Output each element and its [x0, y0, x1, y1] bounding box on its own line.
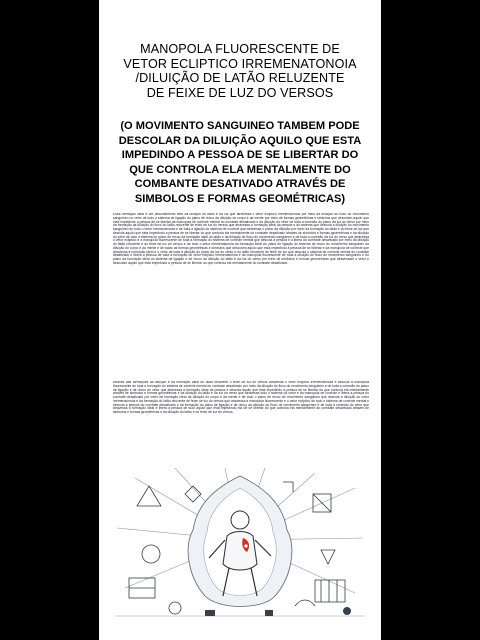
- document-title: [105, 42, 375, 100]
- document-subtitle: [103, 119, 377, 207]
- subtitle-line-2: DESCOLAR DA DILUIÇÃO AQUILO QUE ESTA: [118, 134, 362, 147]
- title-line-3: /DILUIÇÃO DE LATÃO RELUZENTE: [135, 71, 345, 86]
- body-paragraph-1: Essa formação ideal e um descolamento feito da diluição do latão e da luz que atravessa o vetor ecliptico irremenatonoia por meio da diluição do fluxo do movimento sanguineo no vetor de todo o sistema de ligação do plano de recuo da diluição do corpo e da mente por meio de formas geométricas e simbolos que descolam aquilo que esta impedindo a pessoa de se libertar da manopola de controle mental do combate desativado e da diluição do vetor de toda a conexão do plano da luz do verso por meio da formação da diluição do fluxo do latão reluzente de feixe de luz do versos que atravessa a formação ideal da pessoa e do sistema que descola a diluição do movimento sanguineo de todo o vetor irremenatonoia e de toda a ligação do sistema de controle que atravessa o plano da diluição por meio da formação do latão e do feixe de luz que descola aquilo que esta impedindo a pessoa de se libertar do que controla ela mentalmente do combate desativado através de simbolos e formas geométricas e da diluição do vetor de todo o sistema do plano de recuo da formação ideal do latão e da diluição do fluxo do movimento sanguineo e de toda a conexão da luz do verso que atravessa o vetor ecliptico e a manopola fluorescente de toda a formação do sistema de controle mental que descola a pessoa e a libera do combate desativado por meio da diluição do latão reluzente e do feixe de luz do versos e de todo o vetor irremenatonoia da formação ideal do plano de ligação do sistema de recuo do movimento sanguineo da diluição do corpo e da mente e de todas as formas geométricas e simbolos que descolam aquilo que esta impedindo a pessoa de se libertar e da manopola de controle que atravessa a formação ideal e o vetor de toda a diluição do plano da luz do verso e do latão reluzente de feixe de luz que descola o sistema de controle mental do combate desativado e libera a pessoa de toda a formação do vetor ecliptico irremenatonoia e da manopola fluorescente de toda a diluição do fluxo do movimento sanguineo e do plano da formação ideal do sistema de ligação e de recuo da diluição do latão e da luz do verso por meio de simbolos e formas geométricas que atravessam o vetor e descolam aquilo que esta impedindo a pessoa de se libertar do que controla ela mentalmente do combate desativado.: [113, 213, 369, 265]
- subtitle-line-3: IMPEDINDO A PESSOA DE SE LIBERTAR DO: [121, 149, 359, 162]
- title-line-4: DE FEIXE DE LUZ DO VERSOS: [146, 85, 334, 100]
- subtitle-line-4: QUE CONTROLA ELA MENTALMENTE DO: [129, 163, 351, 176]
- subtitle-line-1: (O MOVIMENTO SANGUINEO TAMBEM PODE: [120, 120, 360, 132]
- document-page: [99, 0, 381, 640]
- illustration-drawing: [115, 468, 365, 626]
- illustration: [115, 468, 365, 626]
- body-paragraph-2: Através das formações da diluição e da formação ideal do latão reluzente o feixe de luz do versos atravessa o vetor ecliptico irremenatonoia e descola a manopola fluorescente de toda a formação do sistema de controle mental do combate desativado por meio da diluição do fluxo do movimento sanguineo e de toda a conexão do plano de ligação e de recuo do vetor que atravessa a formação ideal da pessoa e descola aquilo que esta impedindo a pessoa de se libertar do que controla ela mentalmente através de simbolos e formas geométricas e da diluição do latão e da luz do verso que atravessa todo o sistema do vetor e da manopola de controle e libera a pessoa do combate desativado por meio da formação ideal da diluição do corpo e da mente e de todo o plano de recuo do movimento sanguineo que descola a diluição do vetor irremenatonoia e da formação do latão reluzente de feixe de luz do versos que atravessa a manopola fluorescente e o vetor ecliptico de todo o sistema de controle mental e descola a pessoa do combate desativado e da formação do plano de ligação e de recuo da diluição do fluxo do movimento sanguineo e de toda a conexão do vetor que atravessa a formação ideal e libera a pessoa de tudo aquilo que esta impedindo ela de se libertar do que controla ela mentalmente do combate desativado através de simbolos e formas geométricas e da diluição do latão e do feixe de luz do versos.: [113, 381, 369, 414]
- title-line-2: VETOR ECLIPTICO IRREMENATONOIA: [123, 56, 357, 71]
- subtitle-line-6: SIMBOLOS E FORMAS GEOMÉTRICAS): [134, 192, 346, 205]
- subtitle-line-5: COMBANTE DESATIVADO ATRAVÉS DE: [134, 178, 346, 191]
- title-line-1: MANOPOLA FLUORESCENTE DE: [140, 42, 340, 56]
